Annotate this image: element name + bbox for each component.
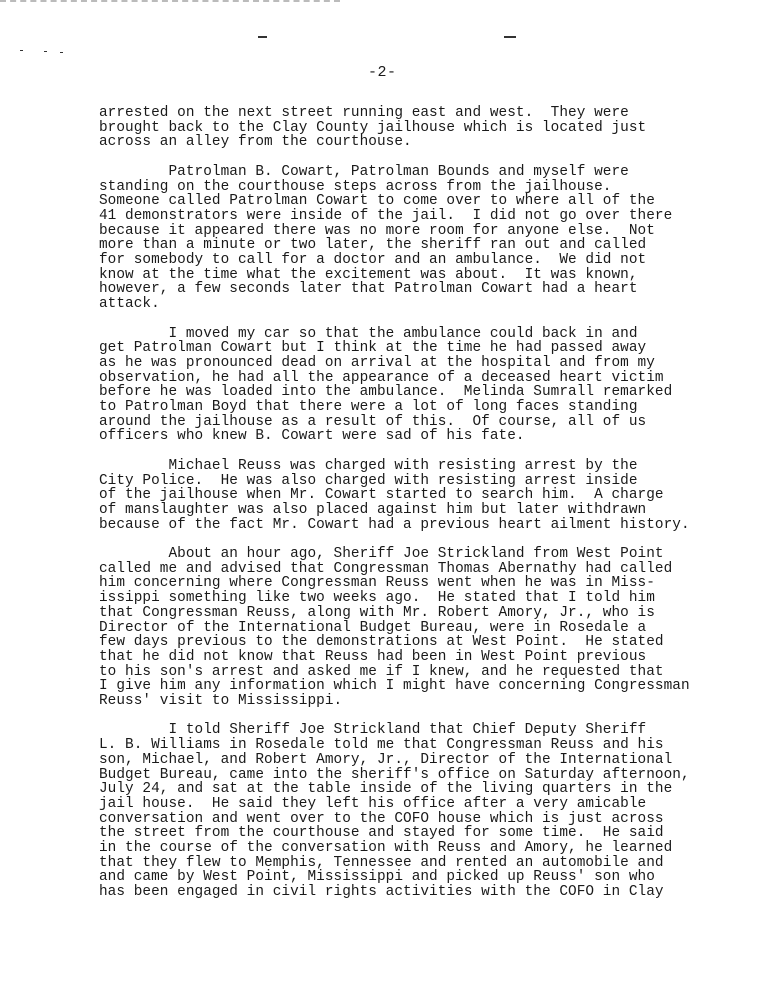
text-line: of manslaughter was also placed against him but later withdrawn <box>99 501 647 518</box>
text-line: before he was loaded into the ambulance. Melinda Sumrall remarked <box>99 384 673 401</box>
text-line: that he did not know that Reuss had been in West Point previous <box>99 648 647 665</box>
text-line: has been engaged in civil rights activities with the COFO in Clay <box>99 884 664 901</box>
text-line: because of the fact Mr. Cowart had a previous heart ailment history. <box>99 516 690 533</box>
text-line: few days previous to the demonstrations at West Point. He stated <box>99 634 664 651</box>
text-line: Someone called Patrolman Cowart to come over to where all of the <box>99 193 655 210</box>
paragraph <box>99 327 719 445</box>
text-line: officers who knew B. Cowart were sad of his fate. <box>99 428 525 445</box>
scan-mark <box>60 52 63 53</box>
text-line: arrested on the next street running east and west. They were <box>99 105 629 121</box>
text-line: Budget Bureau, came into the sheriff's office on Saturday afternoon, <box>99 766 690 783</box>
text-line: conversation and went over to the COFO house which is just across <box>99 810 664 827</box>
text-line: Patrolman B. Cowart, Patrolman Bounds and myself were <box>99 163 629 180</box>
text-line: that they flew to Memphis, Tennessee and rented an automobile and <box>99 854 664 871</box>
scan-mark <box>44 51 47 52</box>
text-line: Reuss' visit to Mississippi. <box>99 693 343 710</box>
text-line: About an hour ago, Sheriff Joe Strickland from West Point <box>99 546 664 563</box>
text-line: son, Michael, and Robert Amory, Jr., Director of the International <box>99 751 673 768</box>
text-line: 41 demonstrators were inside of the jail. I did not go over there <box>99 207 673 224</box>
text-line: get Patrolman Cowart but I think at the time he had passed away <box>99 340 647 357</box>
text-line: Director of the International Budget Bureau, were in Rosedale a <box>99 619 647 636</box>
scan-mark <box>504 36 516 38</box>
text-line: attack. <box>99 296 160 313</box>
paragraph <box>99 459 719 533</box>
text-line: brought back to the Clay County jailhouse which is located just <box>99 119 647 136</box>
text-line: observation, he had all the appearance of a deceased heart victim <box>99 369 664 386</box>
paragraph <box>99 165 719 312</box>
text-line: I told Sheriff Joe Strickland that Chief Deputy Sheriff <box>99 722 647 739</box>
text-line: I moved my car so that the ambulance could back in and <box>99 325 638 342</box>
text-line: standing on the courthouse steps across from the jailhouse. <box>99 178 612 195</box>
scan-mark <box>20 50 23 51</box>
text-line: however, a few seconds later that Patrolman Cowart had a heart <box>99 281 638 298</box>
text-line: him concerning where Congressman Reuss went when he was in Miss- <box>99 575 655 592</box>
paragraph <box>99 723 719 899</box>
text-line: of the jailhouse when Mr. Cowart started to search him. A charge <box>99 487 664 504</box>
text-line: City Police. He was also charged with resisting arrest inside <box>99 472 638 489</box>
document-body <box>99 106 719 915</box>
text-line: July 24, and sat at the table inside of the living quarters in the <box>99 781 673 798</box>
text-line: around the jailhouse as a result of this. Of course, all of us <box>99 413 647 430</box>
text-line: I give him any information which I might have concerning Congressman <box>99 678 690 695</box>
text-line: and came by West Point, Mississippi and picked up Reuss' son who <box>99 869 655 886</box>
text-line: as he was pronounced dead on arrival at the hospital and from my <box>99 354 655 371</box>
text-line: jail house. He said they left his office after a very amicable <box>99 795 647 812</box>
text-line: because it appeared there was no more room for anyone else. Not <box>99 222 655 239</box>
text-line: across an alley from the courthouse. <box>99 134 412 151</box>
text-line: L. B. Williams in Rosedale told me that Congressman Reuss and his <box>99 737 664 754</box>
text-line: called me and advised that Congressman Thomas Abernathy had called <box>99 560 673 577</box>
page-number: -2- <box>368 64 397 81</box>
text-line: Michael Reuss was charged with resisting arrest by the <box>99 457 638 474</box>
text-line: issippi something like two weeks ago. He stated that I told him <box>99 590 655 607</box>
text-line: the street from the courthouse and stayed for some time. He said <box>99 825 664 842</box>
text-line: that Congressman Reuss, along with Mr. Robert Amory, Jr., who is <box>99 604 655 621</box>
text-line: to his son's arrest and asked me if I knew, and he requested that <box>99 663 664 680</box>
text-line: more than a minute or two later, the sheriff ran out and called <box>99 237 647 254</box>
page-top-border <box>0 0 340 6</box>
text-line: in the course of the conversation with Reuss and Amory, he learned <box>99 840 673 857</box>
scan-mark <box>258 36 267 38</box>
paragraph <box>99 106 719 150</box>
text-line: to Patrolman Boyd that there were a lot of long faces standing <box>99 399 638 416</box>
text-line: for somebody to call for a doctor and an ambulance. We did not <box>99 252 647 269</box>
paragraph <box>99 547 719 709</box>
text-line: know at the time what the excitement was about. It was known, <box>99 266 638 283</box>
